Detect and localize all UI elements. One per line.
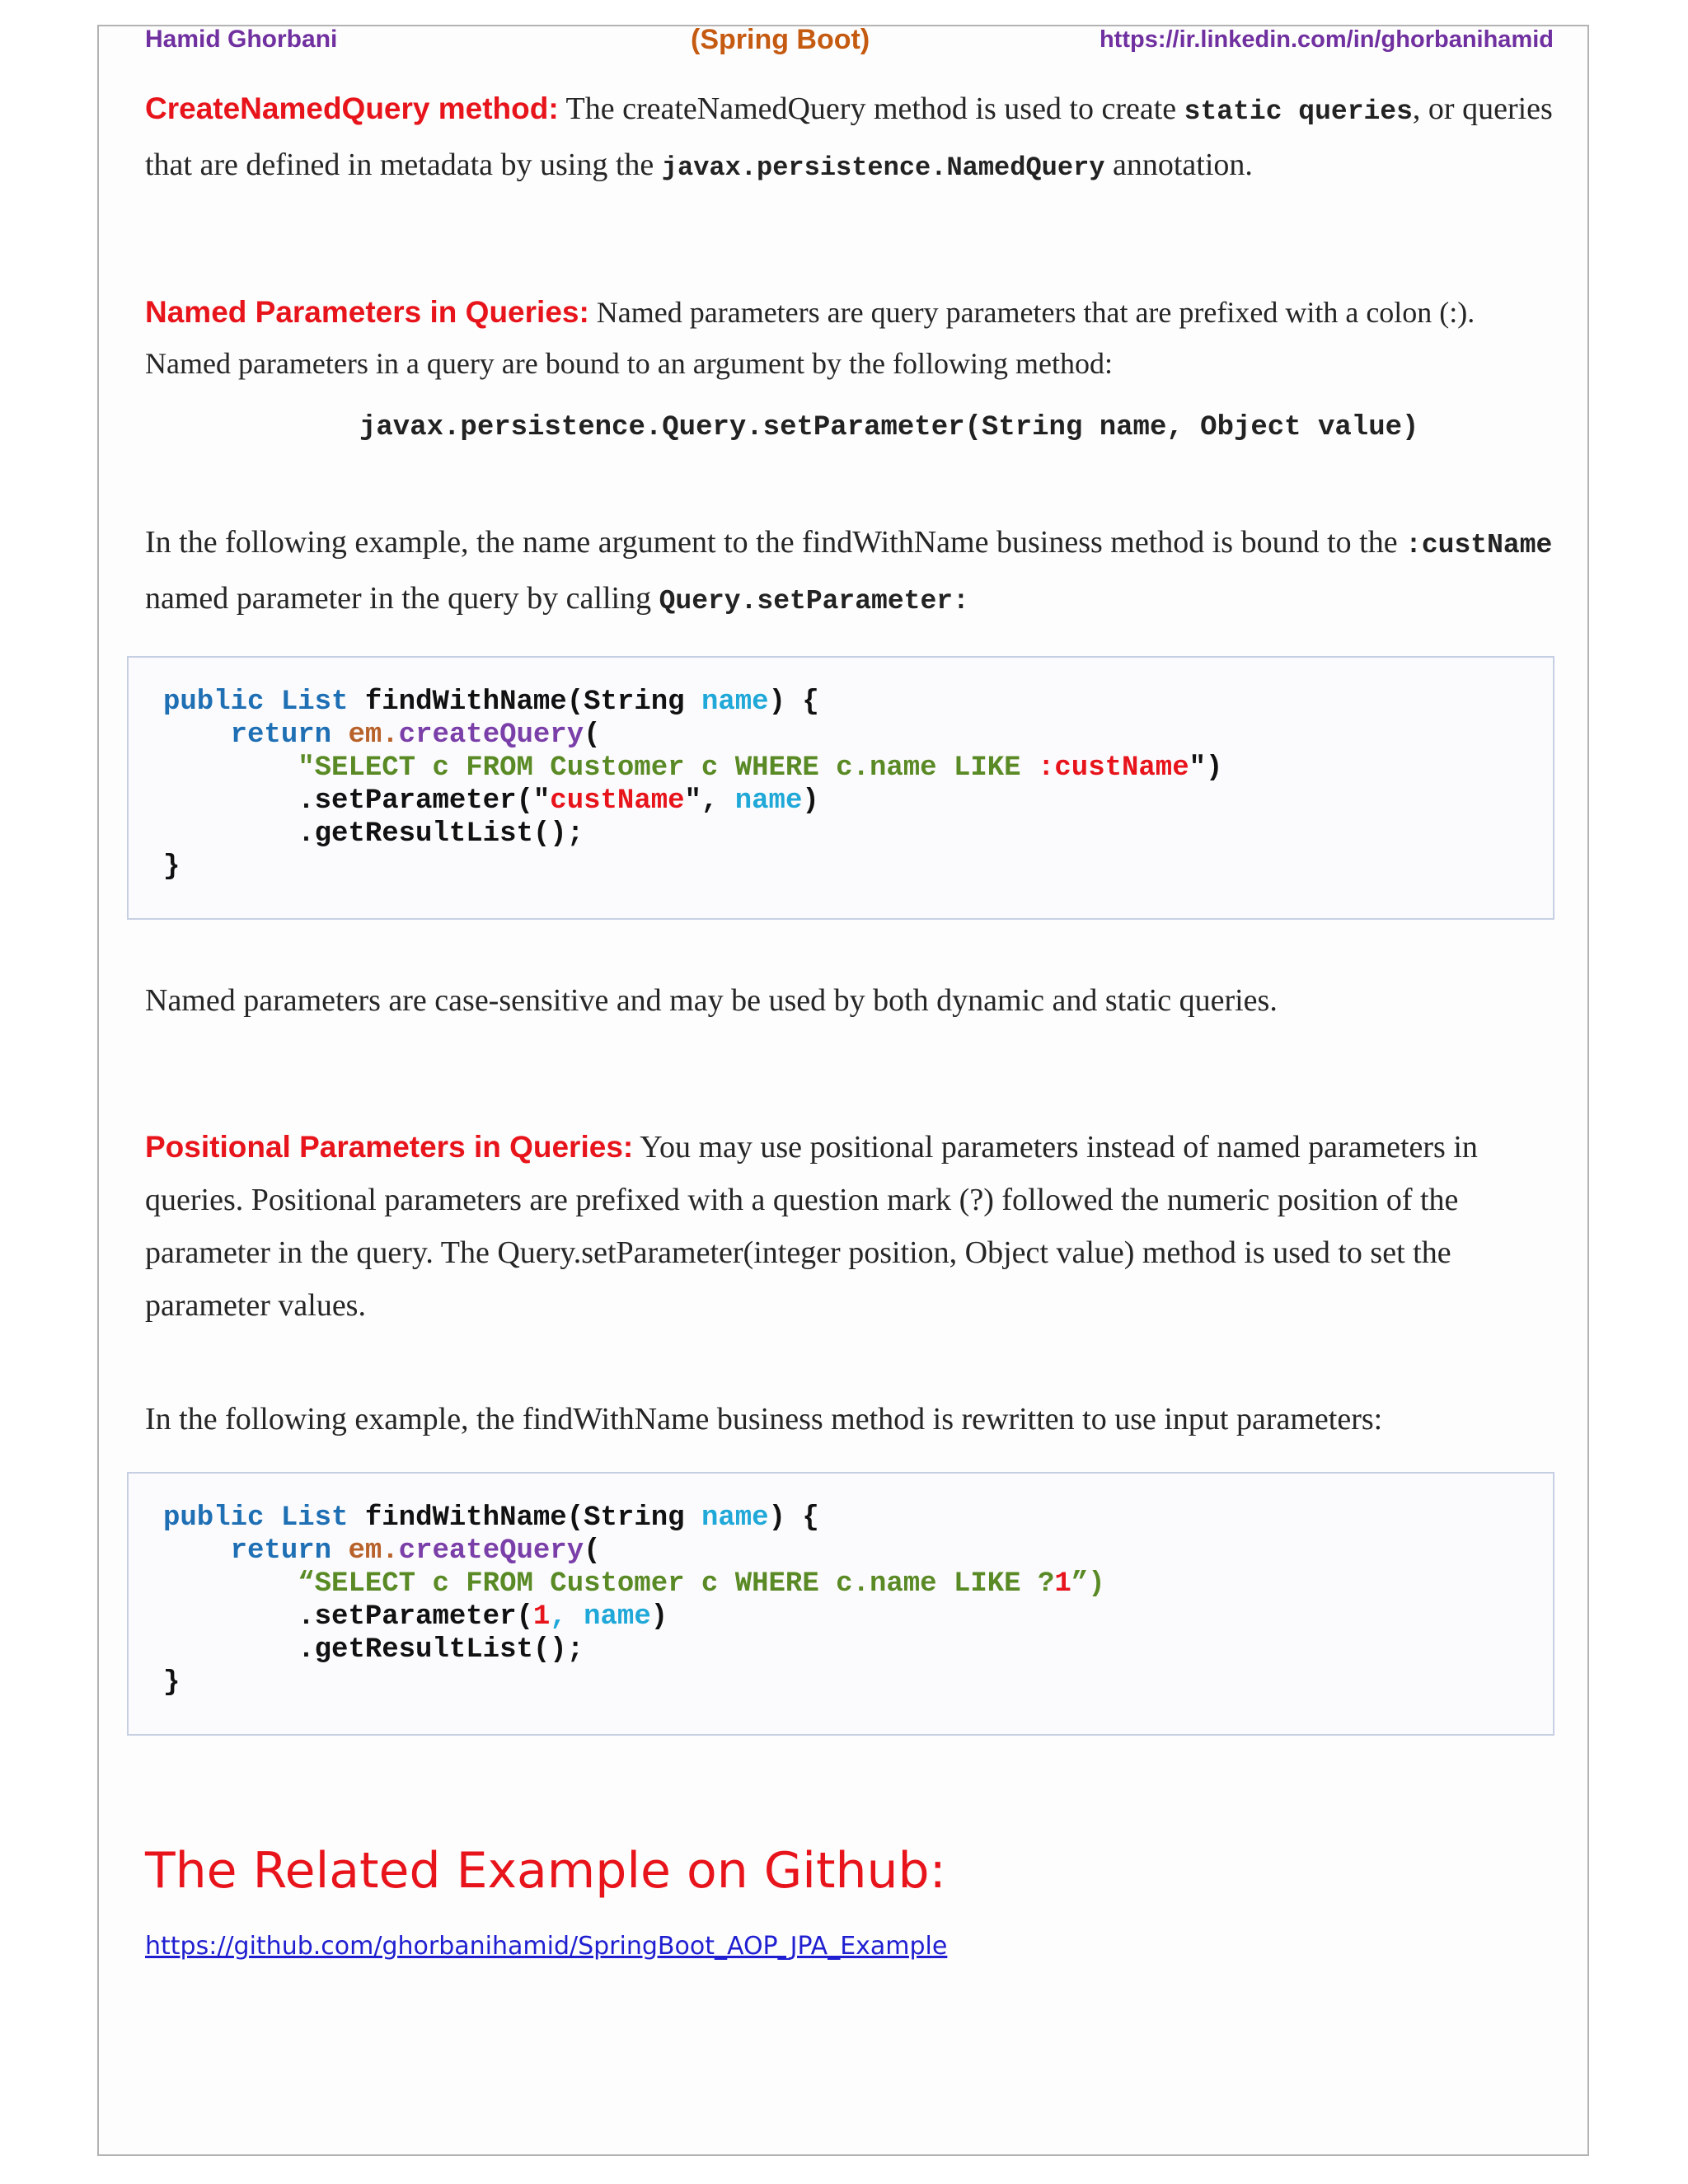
github-link[interactable]: https://github.com/ghorbanihamid/SpringBoot_AOP_JPA_Example bbox=[145, 1932, 948, 1961]
custname-code-b: Query.setParameter: bbox=[659, 586, 969, 616]
header-linkedin-link[interactable]: https://ir.linkedin.com/in/ghorbanihamid bbox=[1099, 26, 1554, 53]
case-sensitive-paragraph: Named parameters are case-sensitive and may be used by both dynamic and static queries. bbox=[145, 983, 1278, 1018]
setparameter-signature: javax.persistence.Query.setParameter(String name, Object value) bbox=[359, 412, 1419, 443]
positional-parameters-heading: Positional Parameters in Queries: bbox=[145, 1130, 634, 1164]
createnamedquery-text-c: annotation. bbox=[1104, 148, 1253, 182]
named-parameters-text: Named parameters are query parameters that are prefixed with a colon (:). Named parameters in a query are bound to an argument by the following method: bbox=[145, 296, 1475, 380]
named-query-code-block bbox=[127, 656, 1554, 920]
named-parameters-heading: Named Parameters in Queries: bbox=[145, 295, 589, 329]
positional-query-code-block bbox=[127, 1472, 1554, 1736]
positional-query-code: public List findWithName(String name) { return em.createQuery( “SELECT c FROM Customer c WHERE c.name LIKE ?1”) .setParameter(1, name) .getResultList(); } bbox=[163, 1502, 1105, 1699]
createnamedquery-code-b: javax.persistence.NamedQuery bbox=[661, 152, 1105, 183]
header-author: Hamid Ghorbani bbox=[145, 26, 338, 53]
named-parameters-paragraph bbox=[145, 287, 1563, 389]
custname-code-a: :custName bbox=[1405, 530, 1553, 560]
header-topic: (Spring Boot) bbox=[691, 24, 870, 55]
positional-parameters-text: You may use positional parameters instead of named parameters in queries. Positional parameters are prefixed with a question mark (?) followed the numeric position of the parameter in the query. The Query.setParameter(integer position, Object value) method is used to set the parameter values. bbox=[145, 1130, 1478, 1323]
custname-text-b: named parameter in the query by calling bbox=[145, 581, 659, 616]
rewritten-example-paragraph: In the following example, the findWithName business method is rewritten to use input parameters: bbox=[145, 1402, 1383, 1436]
createnamedquery-code-a: static queries bbox=[1184, 96, 1413, 127]
positional-parameters-paragraph bbox=[145, 1121, 1563, 1332]
createnamedquery-paragraph bbox=[145, 82, 1563, 194]
createnamedquery-text-b: , or queries that are defined in metadata by using the bbox=[145, 91, 1553, 182]
custname-text-a: In the following example, the name argument to the findWithName business method is bound to the bbox=[145, 525, 1406, 560]
related-example-title: The Related Example on Github: bbox=[145, 1842, 946, 1900]
createnamedquery-heading: CreateNamedQuery method: bbox=[145, 91, 559, 125]
named-query-code: public List findWithName(String name) { return em.createQuery( "SELECT c FROM Customer c WHERE c.name LIKE :custName") .setParameter("custName", name) .getResultList(); } bbox=[163, 687, 1223, 883]
createnamedquery-text-a: The createNamedQuery method is used to create bbox=[558, 91, 1184, 126]
custname-binding-paragraph bbox=[145, 516, 1563, 628]
